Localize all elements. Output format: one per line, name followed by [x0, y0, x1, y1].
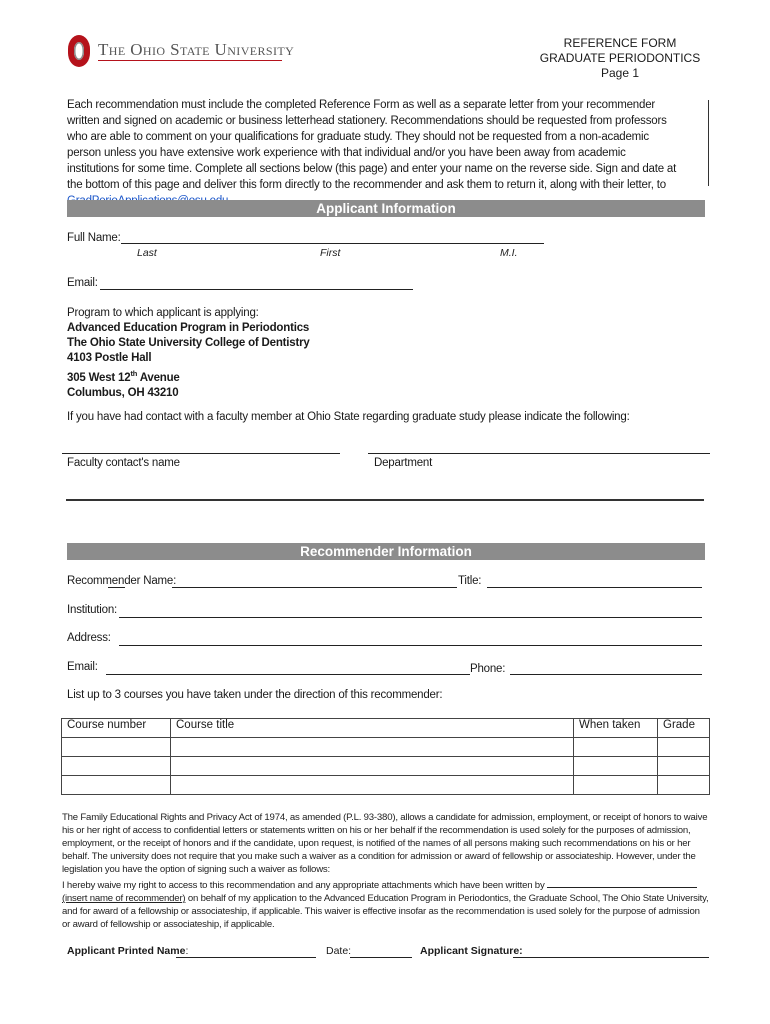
recommender-title-label: Title:	[458, 575, 482, 587]
applicant-email-field[interactable]	[100, 289, 413, 290]
city-state-zip: Columbus, OH 43210	[67, 386, 179, 399]
applicant-email-label: Email:	[67, 277, 98, 289]
date-field[interactable]	[350, 957, 412, 958]
department-field[interactable]	[368, 453, 710, 454]
full-name-field[interactable]	[121, 243, 544, 244]
ohio-state-block-o-logo	[68, 35, 90, 67]
waiver-text-start: I hereby waive my right to access to this recommendation and any appropriate attachments which have been written by	[62, 880, 548, 891]
signature-row	[67, 945, 188, 958]
intro-text: Each recommendation must include the completed Reference Form as well as a separate letter from your recommender written and signed on academic or business letterhead stationery. Recommendations should be requested from professors who are able to comment on your qualifications for graduate study. They should not be requested from a non-academic person unless you have extensive work experience with that individual and/or you have been away from academic institutions for some time. Complete all sections below (this page) and enter your name on the reverse side. Sign and date at the bottom of this page and deliver this form directly to the recommender and ask them to return it, along with their letter, to	[67, 99, 677, 191]
date-label: Date:	[326, 945, 352, 957]
faculty-contact-prompt: If you have had contact with a faculty member at Ohio State regarding graduate study please indicate the following:	[67, 411, 630, 423]
address-field[interactable]	[119, 645, 702, 646]
courses-table-header-row	[62, 719, 710, 738]
course-number-cell[interactable]	[62, 738, 171, 757]
when-taken-cell[interactable]	[574, 776, 658, 795]
form-title-line-1: REFERENCE FORM	[563, 36, 677, 50]
course-number-cell[interactable]	[62, 757, 171, 776]
recommender-information-heading: Recommender Information	[67, 543, 705, 560]
recommender-title-field[interactable]	[487, 587, 702, 588]
table-row	[62, 776, 710, 795]
applicant-section-divider	[66, 499, 704, 501]
department-label: Department	[374, 457, 433, 469]
table-row	[62, 738, 710, 757]
waiver-text-end: on behalf of my application to the Advanced Education Program in Periodontics, the Graduate School, The Ohio State University, and for award of a fellowship or associateship, if applicable. This waiver is effective insofar as the recommendation is used solely for the purpose of admission or award of fellowship or associateship, if applicable.	[62, 893, 709, 931]
printed-name-colon: :	[185, 945, 189, 957]
course-title-header: Course title	[171, 719, 574, 738]
program-name: Advanced Education Program in Periodontics	[67, 322, 310, 334]
signature-label: Applicant Signature:	[420, 945, 523, 957]
recommender-email-field[interactable]	[106, 674, 470, 675]
grade-cell[interactable]	[658, 738, 710, 757]
margin-rule	[708, 100, 709, 186]
recommender-email-label: Email:	[67, 661, 98, 673]
phone-label: Phone:	[470, 663, 506, 675]
course-title-cell[interactable]	[171, 776, 574, 795]
ferpa-paragraph: The Family Educational Rights and Privacy Act of 1974, as amended (P.L. 93-380), allows a candidate for admission, employment, or receipt of honors to waive his or her right of access to confidential letters or statements written on his or her behalf if the recommendation is used solely for the purposes of admission, employment, or the receipt of honors and if the candidate, upon request, is notified of the names of all persons making such recommendations on his or her behalf. The university does not require that you make such a waiver as a condition for admission or award of fellowship or associateship. However, under the legislation you have the option of signing such a waiver as follows:	[62, 812, 708, 876]
course-number-cell[interactable]	[62, 776, 171, 795]
middle-initial-caption: M.I.	[500, 247, 518, 259]
institution-label: Institution:	[67, 604, 118, 616]
signature-field[interactable]	[513, 957, 709, 958]
course-title-cell[interactable]	[171, 738, 574, 757]
waiver-paragraph	[62, 878, 710, 931]
recommender-name-label-rule	[108, 587, 125, 588]
recommender-name-field[interactable]	[172, 587, 457, 588]
street-address: 305 West 12th Avenue	[67, 369, 180, 384]
grade-cell[interactable]	[658, 757, 710, 776]
when-taken-cell[interactable]	[574, 757, 658, 776]
courses-table	[61, 718, 710, 795]
first-name-caption: First	[320, 247, 341, 259]
university-wordmark-rule	[98, 60, 282, 61]
applicant-information-heading: Applicant Information	[67, 200, 705, 217]
grade-cell[interactable]	[658, 776, 710, 795]
printed-name-field[interactable]	[176, 957, 316, 958]
college-name: The Ohio State University College of Dentistry	[67, 337, 310, 349]
grade-header: Grade	[658, 719, 710, 738]
form-title-page: Page 1	[600, 66, 640, 80]
form-title-line-2: GRADUATE PERIODONTICS	[539, 51, 701, 65]
course-number-header: Course number	[62, 719, 171, 738]
phone-field[interactable]	[510, 674, 702, 675]
courses-prompt: List up to 3 courses you have taken under the direction of this recommender:	[67, 689, 443, 701]
faculty-contact-label: Faculty contact's name	[67, 457, 180, 469]
program-label: Program to which applicant is applying:	[67, 307, 259, 319]
waiver-recommender-blank[interactable]	[547, 878, 697, 888]
form-title-block	[520, 36, 720, 81]
program-address	[67, 321, 310, 401]
last-name-caption: Last	[137, 247, 157, 259]
recommender-name-label: Recommender Name:	[67, 575, 177, 587]
when-taken-header: When taken	[574, 719, 658, 738]
intro-paragraph	[67, 97, 679, 209]
printed-name-label: Applicant Printed Name	[67, 945, 186, 957]
faculty-contact-field[interactable]	[62, 453, 340, 454]
waiver-insert-recommender: (insert name of recommender)	[62, 893, 186, 905]
address-label: Address:	[67, 632, 111, 644]
full-name-label: Full Name:	[67, 232, 121, 244]
course-title-cell[interactable]	[171, 757, 574, 776]
table-row	[62, 757, 710, 776]
university-wordmark: The Ohio State University	[98, 40, 295, 59]
when-taken-cell[interactable]	[574, 738, 658, 757]
institution-field[interactable]	[119, 617, 702, 618]
building: 4103 Postle Hall	[67, 352, 152, 364]
